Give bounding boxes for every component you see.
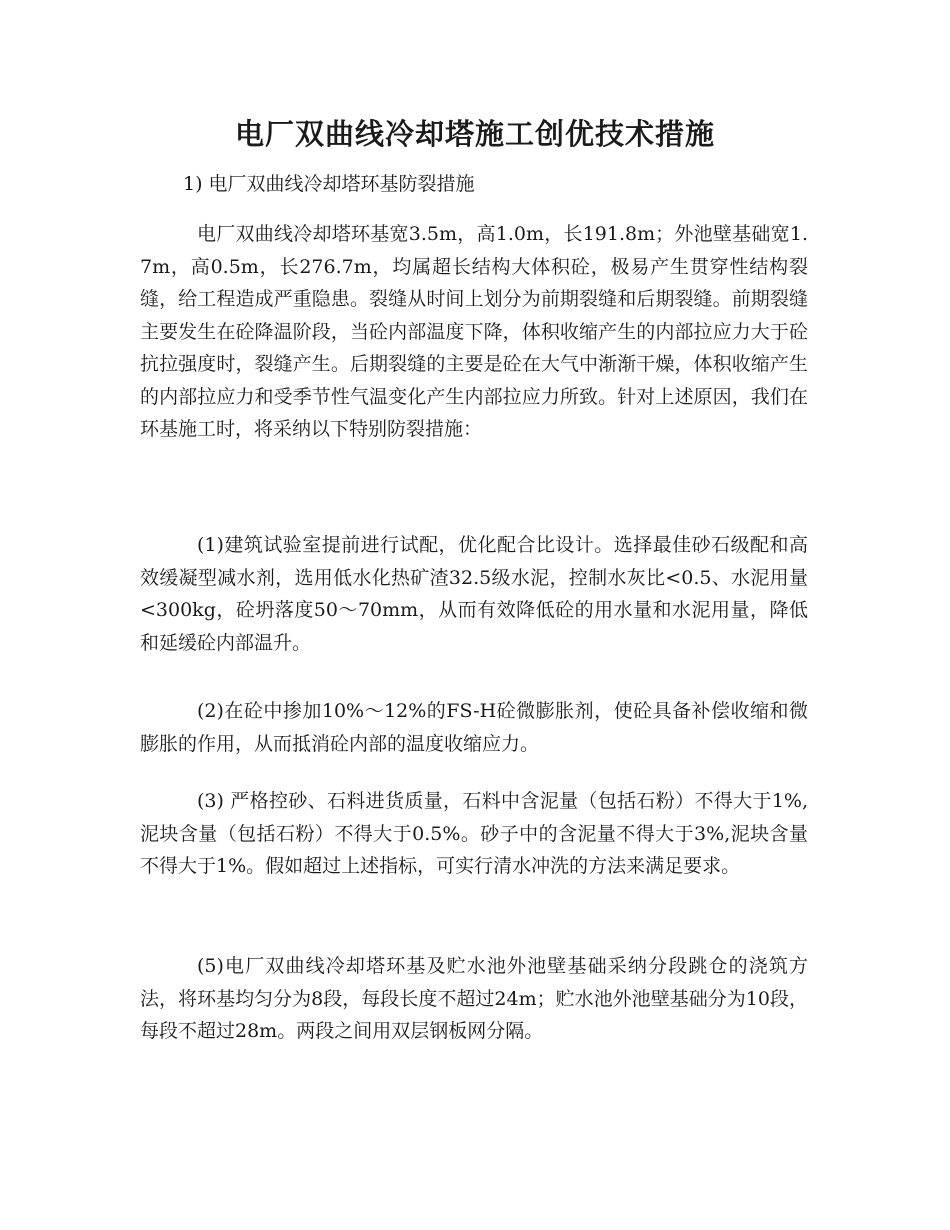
measure-2-paragraph: (2)在砼中掺加10%～12%的FS-H砼微膨胀剂，使砼具备补偿收缩和微膨胀的作用，从而抵消砼内部的温度收缩应力。 [140, 700, 808, 755]
document-title: 电厂双曲线冷却塔施工创优技术措施 [234, 117, 715, 151]
measure-5-paragraph: (5)电厂双曲线冷却塔环基及贮水池外池壁基础采纳分段跳仓的浇筑方法，将环基均匀分为8段，每段长度不超过24m；贮水池外池壁基础分为10段，每段不超过28m。两段之间用双层钢板网分隔。 [140, 955, 808, 1042]
section-heading: 1) 电厂双曲线冷却塔环基防裂措施 [183, 173, 475, 195]
measure-1-paragraph: (1)建筑试验室提前进行试配，优化配合比设计。选择最佳砂石级配和高效缓凝型减水剂，选用低水化热矿渣32.5级水泥，控制水灰比<0.5、水泥用量<300kg，砼坍落度50～70mm，从而有效降低砼的用水量和水泥用量，降低和延缓砼内部温升。 [140, 534, 808, 654]
intro-paragraph: 电厂双曲线冷却塔环基宽3.5m，高1.0m，长191.8m；外池壁基础宽1.7m，高0.5m，长276.7m，均属超长结构大体积砼，极易产生贯穿性结构裂缝，给工程造成严重隐患。裂缝从时间上划分为前期裂缝和后期裂缝。前期裂缝主要发生在砼降温阶段，当砼内部温度下降，体积收缩产生的内部拉应力大于砼抗拉强度时，裂缝产生。后期裂缝的主要是砼在大气中渐渐干燥，体积收缩产生的内部拉应力和受季节性气温变化产生内部拉应力所致。针对上述原因，我们在环基施工时，将采纳以下特别防裂措施： [140, 223, 808, 440]
measure-3-paragraph: (3) 严格控砂、石料进货质量，石料中含泥量（包括石粉）不得大于1%,泥块含量（包括石粉）不得大于0.5%。砂子中的含泥量不得大于3%,泥块含量不得大于1%。假如超过上述指标，可实行清水冲洗的方法来满足要求。 [140, 790, 808, 877]
